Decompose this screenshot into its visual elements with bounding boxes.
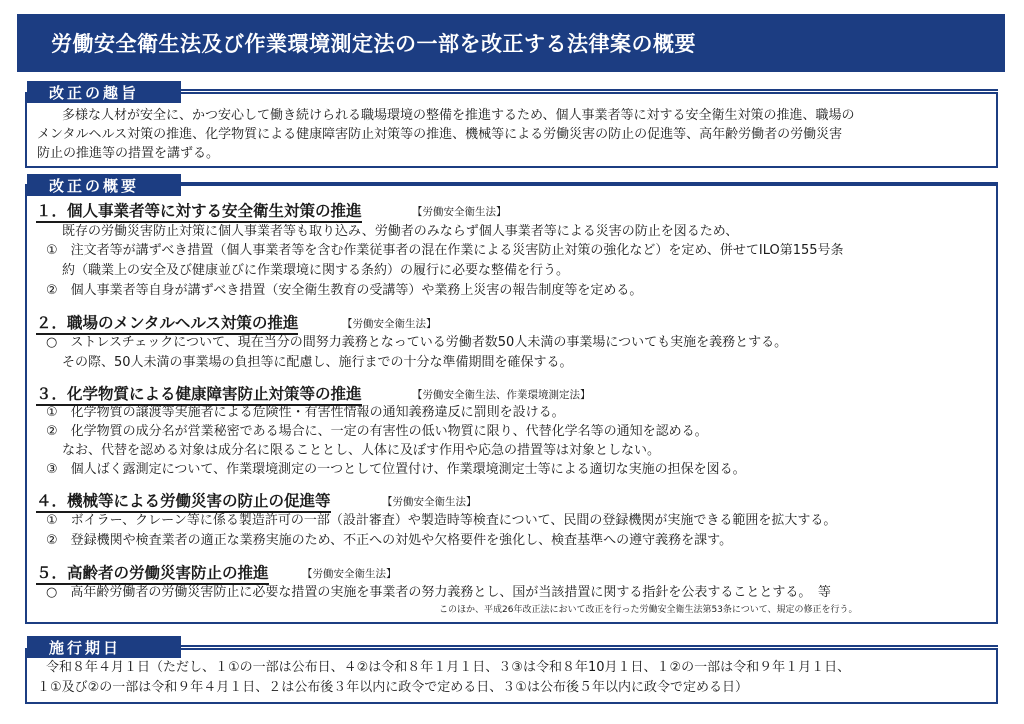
purpose-label: 改正の趣旨: [27, 81, 181, 103]
effective-rule: [181, 645, 998, 647]
item3-heading: ３．化学物質による健康障害防止対策等の推進: [36, 384, 362, 406]
item3-line: なお、代替を認める対象は成分名に限ることとし、人体に及ぼす作用や応急の措置等は対象としない。: [62, 443, 661, 458]
item1-line: 約（職業上の安全及び健康並びに作業環境に関する条約）の履行に必要な整備を行う。: [62, 263, 570, 278]
item2-line: その際、50人未満の事業場の負担等に配慮し、施行までの十分な準備期間を確保する。: [62, 355, 573, 370]
item1-line: ① 注文者等が講ずべき措置（個人事業者等を含む作業従事者の混在作業による災害防止対策の強化など）を定め、併せてILO第155号条: [46, 243, 844, 258]
overview-label: 改正の概要: [27, 174, 181, 196]
purpose-rule: [181, 89, 998, 91]
item2-law: 【労働安全衛生法】: [342, 318, 437, 330]
item2-line: ○ ストレスチェックについて、現在当分の間努力義務となっている労働者数50人未満の事業場についても実施を義務とする。: [46, 335, 788, 350]
item1-law: 【労働安全衛生法】: [412, 206, 507, 218]
overview-rule: [181, 182, 998, 184]
purpose-line: 防止の推進等の措置を講ずる。: [37, 146, 220, 161]
item4-line: ① ボイラー、クレーン等に係る製造許可の一部（設計審査）や製造時等検査について、民間の登録機関が実施できる範囲を拡大する。: [46, 513, 837, 528]
item3-line: ② 化学物質の成分名が営業秘密である場合に、一定の有害性の低い物質に限り、代替化学名等の通知を認める。: [46, 424, 708, 439]
item4-law: 【労働安全衛生法】: [382, 496, 477, 508]
effective-line: 令和８年４月１日（ただし、１①の一部は公布日、４②は令和８年１月１日、３③は令和８年10月１日、１②の一部は令和９年１月１日、: [46, 660, 851, 675]
item1-line: ② 個人事業者等自身が講ずべき措置（安全衛生教育の受講等）や業務上災害の報告制度等を定める。: [46, 283, 643, 298]
item5-law: 【労働安全衛生法】: [302, 568, 397, 580]
page-title: 労働安全衛生法及び作業環境測定法の一部を改正する法律案の概要: [17, 14, 1005, 72]
item2-heading: ２．職場のメンタルヘルス対策の推進: [36, 313, 298, 335]
purpose-line: 多様な人材が安全に、かつ安心して働き続けられる職場環境の整備を推進するため、個人事業者等に対する安全衛生対策の推進、職場の: [62, 108, 855, 123]
item4-heading: ４．機械等による労働災害の防止の促進等: [36, 491, 331, 513]
item5-heading: ５．高齢者の労働災害防止の推進: [36, 563, 269, 585]
item3-line: ① 化学物質の譲渡等実施者による危険性・有害性情報の通知義務違反に罰則を設ける。: [46, 405, 565, 420]
item3-law: 【労働安全衛生法、作業環境測定法】: [412, 389, 591, 401]
item1-line: 既存の労働災害防止対策に個人事業者等も取り込み、労働者のみならず個人事業者等による災害の防止を図るため、: [62, 224, 739, 239]
item4-line: ② 登録機関や検査業者の適正な業務実施のため、不正への対処や欠格要件を強化し、検査基準への遵守義務を課す。: [46, 533, 733, 548]
effective-label: 施行期日: [27, 636, 181, 658]
effective-line: １①及び②の一部は令和９年４月１日、２は公布後３年以内に政令で定める日、３①は公布後５年以内に政令で定める日）: [37, 680, 748, 695]
item5-line: ○ 高年齢労働者の労働災害防止に必要な措置の実施を事業者の努力義務とし、国が当該措置に関する指針を公表することとする。 等: [46, 585, 831, 600]
item1-heading: １．個人事業者等に対する安全衛生対策の推進: [36, 201, 362, 223]
item3-line: ③ 個人ばく露測定について、作業環境測定の一つとして位置付け、作業環境測定士等による適切な実施の担保を図る。: [46, 462, 746, 477]
purpose-line: メンタルヘルス対策の推進、化学物質による健康障害防止対策等の推進、機械等による労働災害の防止の促進等、高年齢労働者の労働災害: [37, 127, 843, 142]
item5-note: このほか、平成26年改正法において改正を行った労働安全衛生法第53条について、規定の修正を行う。: [439, 605, 858, 615]
